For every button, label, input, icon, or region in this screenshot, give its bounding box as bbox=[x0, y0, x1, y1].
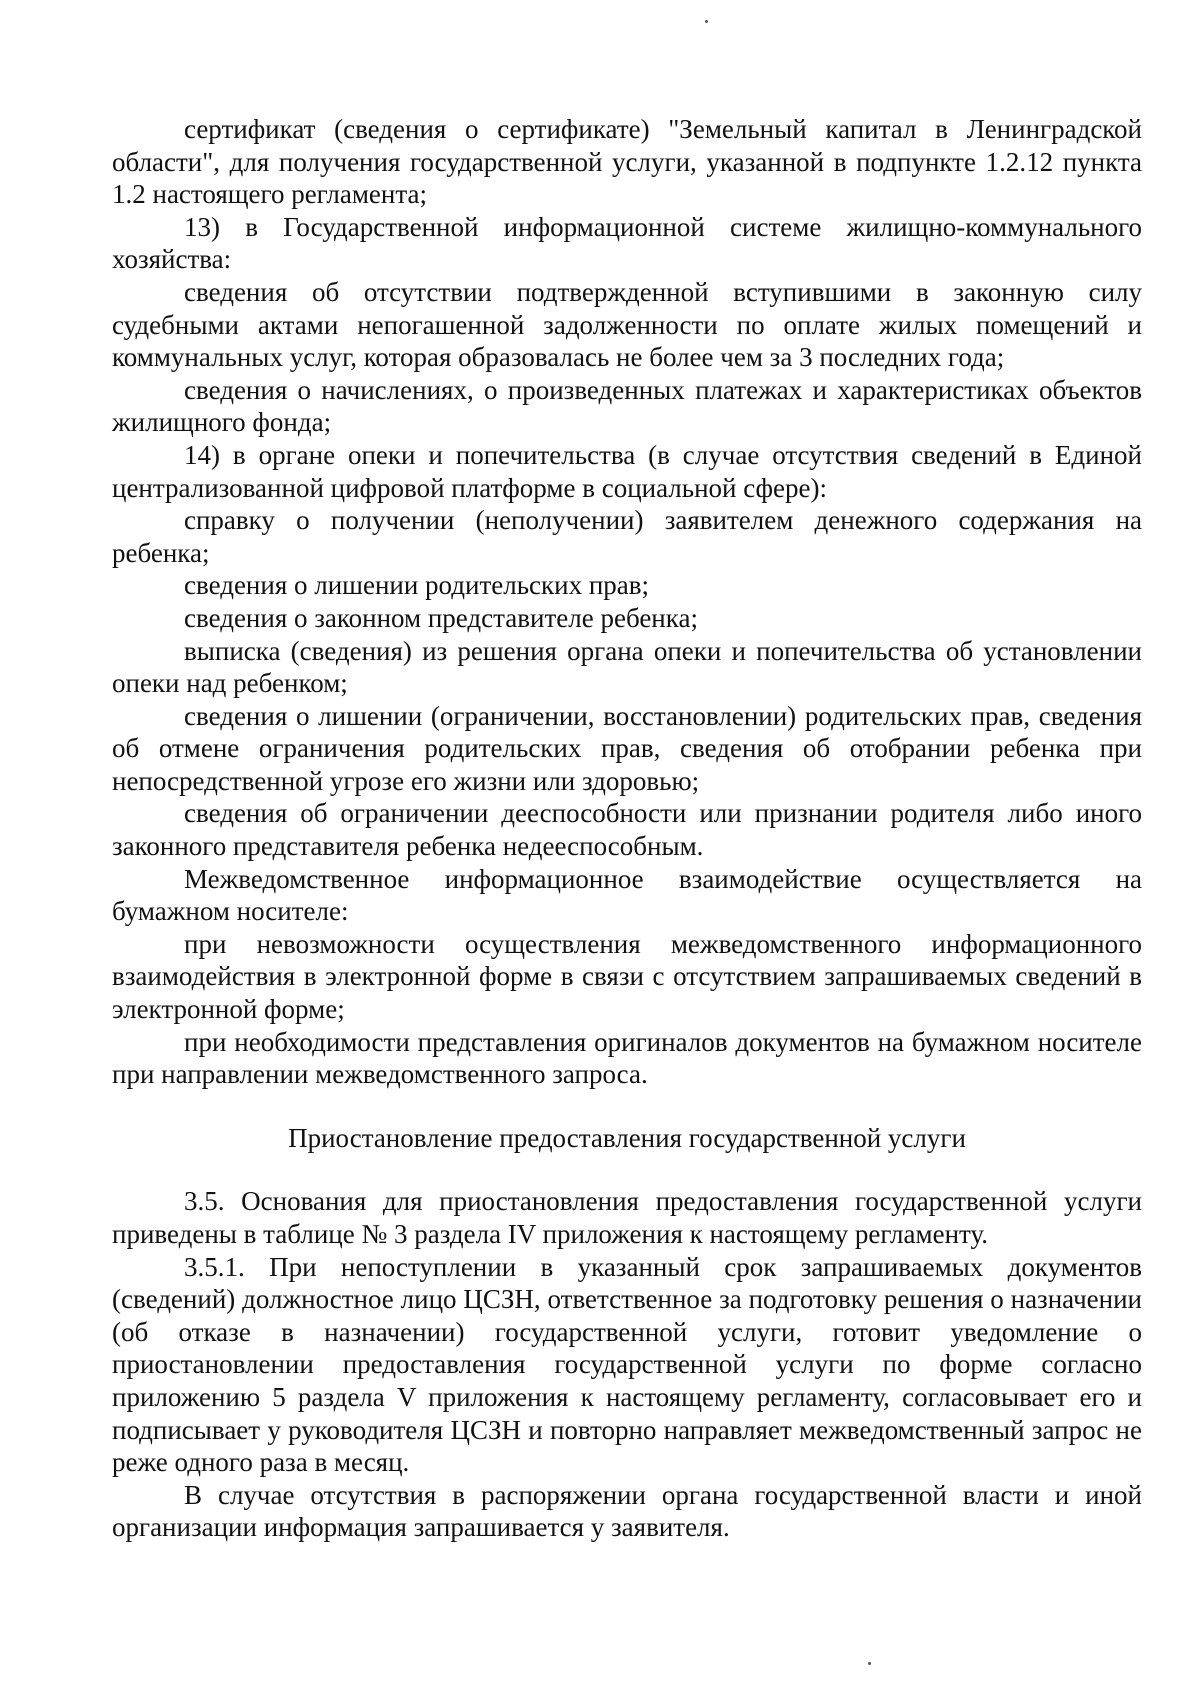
spacer bbox=[112, 1091, 1142, 1122]
paragraph: Межведомственное информационное взаимодействие осуществляется на бумажном носителе: bbox=[112, 863, 1142, 927]
paragraph: сведения о законном представителе ребенка; bbox=[184, 602, 698, 633]
document-body bbox=[112, 113, 1142, 1544]
paragraph: сведения о начислениях, о произведенных платежах и характеристиках объектов жилищного фонда; bbox=[112, 374, 1142, 438]
paragraph: 3.5.1. При непоступлении в указанный срок запрашиваемых документов (сведений) должностное лицо ЦСЗН, ответственное за подготовку решения о назначении (об отказе в назначении) государственной услуги, готовит уведомление о приостановлении предоставления государственной услуги по форме согласно приложению 5 раздела V приложения к настоящему регламенту, согласовывает его и подписывает у руководителя ЦСЗН и повторно направляет межведомственный запрос не реже одного раза в месяц. bbox=[112, 1251, 1142, 1478]
scan-speck bbox=[868, 1662, 871, 1665]
paragraph: при невозможности осуществления межведомственного информационного взаимодействия в электронной форме в связи с отсутствием запрашиваемых сведений в электронной форме; bbox=[112, 928, 1142, 1025]
paragraph: выписка (сведения) из решения органа опеки и попечительства об установлении опеки над ребенком; bbox=[112, 635, 1142, 699]
paragraph: сведения о лишении (ограничении, восстановлении) родительских прав, сведения об отмене ограничения родительских прав, сведения об отобрании ребенка при непосредственной угрозе его жизни или здоровью; bbox=[112, 700, 1142, 796]
paragraph: 13) в Государственной информационной системе жилищно-коммунального хозяйства: bbox=[112, 211, 1142, 275]
paragraph: сведения об отсутствии подтвержденной вступившими в законную силу судебными актами непогашенной задолженности по оплате жилых помещений и коммунальных услуг, которая образовалась не более чем за 3 последних года; bbox=[112, 276, 1142, 373]
paragraph: при необходимости представления оригиналов документов на бумажном носителе при направлении межведомственного запроса. bbox=[112, 1026, 1142, 1090]
paragraph: 3.5. Основания для приостановления предоставления государственной услуги приведены в таблице № 3 раздела IV приложения к настоящему регламенту. bbox=[112, 1186, 1142, 1249]
paragraph: 14) в органе опеки и попечительства (в случае отсутствия сведений в Единой централизованной цифровой платформе в социальной сфере): bbox=[112, 439, 1142, 503]
paragraph: сведения об ограничении дееспособности или признании родителя либо иного законного представителя ребенка недееспособным. bbox=[112, 798, 1142, 862]
scan-speck bbox=[705, 20, 708, 23]
spacer bbox=[112, 1154, 1142, 1185]
paragraph: В случае отсутствия в распоряжении органа государственной власти и иной организации информация запрашивается у заявителя. bbox=[112, 1479, 1142, 1543]
paragraph: сертификат (сведения о сертификате) "Земельный капитал в Ленинградской области", для получения государственной услуги, указанной в подпункте 1.2.12 пункта 1.2 настоящего регламента; bbox=[112, 114, 1142, 210]
paragraph: сведения о лишении родительских прав; bbox=[184, 570, 649, 601]
paragraph: справку о получении (неполучении) заявителем денежного содержания на ребенка; bbox=[112, 505, 1142, 568]
section-heading: Приостановление предоставления государственной услуги bbox=[288, 1122, 966, 1153]
